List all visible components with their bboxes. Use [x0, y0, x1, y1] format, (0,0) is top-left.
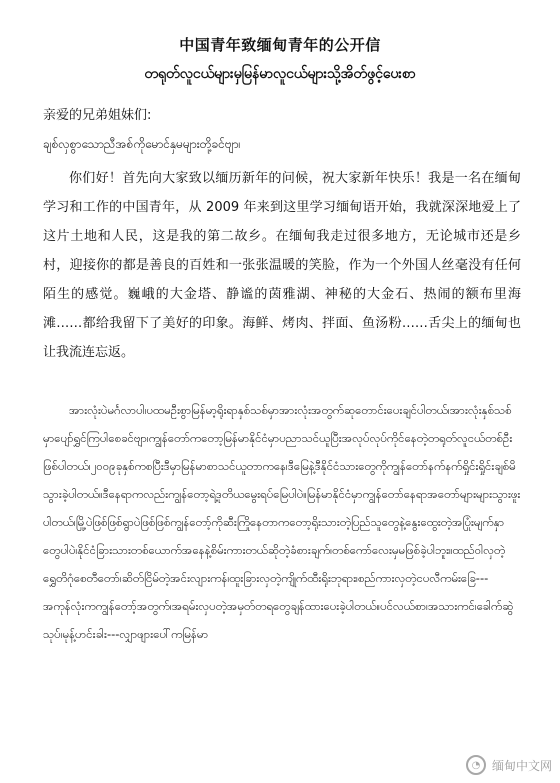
wechat-icon: ◔	[466, 755, 486, 775]
body-paragraph-burmese: အားလုံးပဲမင်္ဂလာပါ၊ပထမဦးစွာမြန်မာ့ရိုးရာနှစ်သစ်မှာအားလုံးအတွက်ဆုတောင်းပေးချင်ပါတယ်၊အားလုံးနှစ်သစ်မှာပျော်ရွှင်ကြပါစေခင်ဗျာ၊ကျွန်တော်ကတော့မြန်မာနိုင်ငံမှာပညာသင်ယူပြီးအလုပ်လုပ်ကိုင်နေတဲ့တရုတ်လူငယ်တစ်ဦးဖြစ်ပါတယ်၊၂၀၀၉ခုနှစ်ကစပြီးဒီမှာမြန်မာစာသင်ယူတာကနေ၊ဒီမြေနဲ့ဒီနိုင်ငံသားတွေကိုကျွန်တော်နက်နက်ရှိုင်းရှိုင်းချစ်မိသွားခဲ့ပါတယ်။ဒီနေရာကလည်းကျွန်တော့ရဲ့ဒုတိယမွေးရပ်မြေပါပဲ။မြန်မာနိုင်ငံမှာကျွန်တော်နေရာအတော်များများသွားဖူးပါတယ်၊မြို့ပဲဖြစ်ဖြစ်ရွာပဲဖြစ်ဖြစ်ကျွန်တော့်ကိုဆီးကြိုနေတာကတော့ရိုးသားတဲ့ပြည်သူတွေနဲ့နွေးထွေးတဲ့အပြုံးမျက်နှာတွေပါပဲ၊နိုင်ငံခြားသားတစ်ယောက်အနေနဲ့စိမ်းကားတယ်ဆိုတဲ့ခံစားချက်၊တစ်ကော်လေးမှမဖြစ်ခဲ့ပါဘူး။ထည်ဝါလှတဲ့ရွှေတိဂုံစေတီတော်၊ဆိတ်ငြိမ်တဲ့အင်းလျားကန်၊ထူးခြားလှတဲ့ကျိုက်ထီးရိုးဘုရား၊စည်ကားလှတဲ့ငပလီကမ်းခြေ---အကုန်လုံးကကျွန်တော့်အတွက်၊အရမ်းလှပတဲ့အမှတ်တရတွေချန်ထားပေးခဲ့ပါတယ်။ပင်လယ်စာ၊အသားကင်၊ခေါက်ဆွဲသုပ်၊မုန့်ဟင်းခါး---လျှာဖျားပေါ်ကမြန်မာ	[43, 403, 521, 641]
document-title-chinese: 中国青年致缅甸青年的公开信	[179, 36, 381, 54]
greeting-chinese: 亲爱的兄弟姐妹们:	[43, 108, 152, 123]
source-watermark	[466, 755, 552, 775]
watermark-text: 缅甸中文网	[491, 758, 552, 773]
document-title-burmese: တရုတ်လူငယ်များမှမြန်မာလူငယ်များသို့အိတ်ဖွင့်ပေးစာ	[144, 66, 416, 82]
body-paragraph-chinese: 你们好！首先向大家致以缅历新年的问候，祝大家新年快乐！我是一名在缅甸学习和工作的中国青年，从 2009 年来到这里学习缅甸语开始，我就深深地爱上了这片土地和人民，这是我的第二故乡。在缅甸我走过很多地方，无论城市还是乡村，迎接你的都是善良的百姓和一张张温暖的笑脸，作为一个外国人丝毫没有任何陌生的感觉。巍峨的大金塔、静谧的茵雅湖、神秘的大金石、热闹的额布里海滩……都给我留下了美好的印象。海鲜、烤肉、拌面、鱼汤粉……舌尖上的缅甸也让我流连忘返。	[43, 171, 521, 360]
greeting-burmese: ချစ်လှစွာသောညီအစ်ကိုမောင်နှမများတို့ခင်ဗျာ၊	[43, 137, 241, 151]
